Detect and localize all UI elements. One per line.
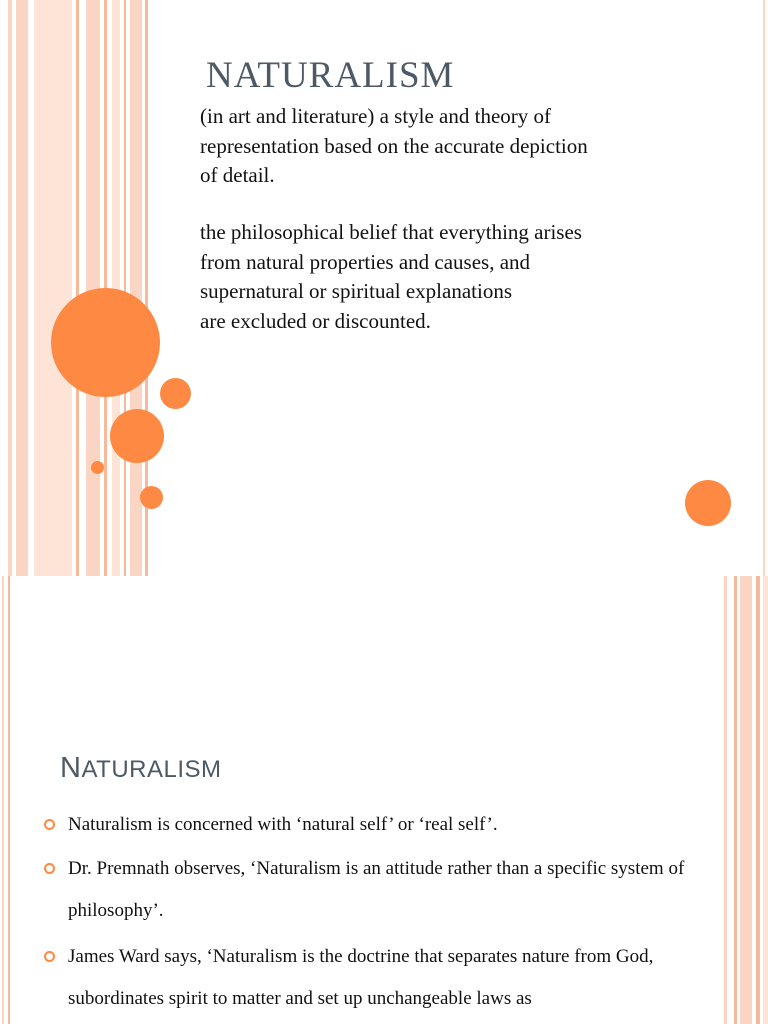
circle-bullet-icon bbox=[44, 863, 55, 874]
circle-bullet-icon bbox=[44, 819, 55, 830]
decorative-stripe bbox=[734, 576, 737, 1024]
decorative-stripe bbox=[76, 0, 79, 576]
decorative-circle-large bbox=[51, 288, 160, 397]
decorative-stripe bbox=[124, 0, 126, 576]
decorative-circle bbox=[140, 486, 163, 509]
bullet-item bbox=[44, 936, 704, 1020]
decorative-stripe bbox=[8, 576, 10, 1024]
bullet-list bbox=[44, 808, 704, 1024]
decorative-stripe bbox=[763, 0, 765, 576]
title-rest: ATURALISM bbox=[81, 756, 222, 783]
decorative-circle bbox=[160, 378, 191, 409]
decorative-circle bbox=[91, 461, 104, 474]
bullet-text: Naturalism is concerned with ‘natural self’ or ‘real self’. bbox=[68, 814, 498, 835]
decorative-stripe bbox=[724, 576, 727, 1024]
decorative-stripe bbox=[130, 0, 142, 576]
circle-bullet-icon bbox=[44, 951, 55, 962]
decorative-stripe bbox=[16, 0, 28, 576]
decorative-stripe bbox=[2, 576, 4, 1024]
decorative-circle bbox=[110, 409, 164, 463]
decorative-stripe bbox=[756, 576, 760, 1024]
bullet-item bbox=[44, 848, 704, 932]
slide-1-title: NATURALISM bbox=[206, 55, 455, 96]
bullet-text: Dr. Premnath observes, ‘Naturalism is an attitude rather than a specific system of philosophy’. bbox=[68, 858, 685, 921]
decorative-stripe bbox=[8, 0, 12, 576]
definition-philosophical: the philosophical belief that everything arises from natural properties and causes, and supernatural or spiritual explanations are excluded or discounted. bbox=[200, 220, 582, 333]
title-initial: N bbox=[60, 752, 82, 784]
slide-2-title bbox=[60, 752, 222, 785]
decorative-stripe bbox=[34, 0, 72, 576]
decorative-stripe bbox=[763, 576, 768, 1024]
bullet-text: James Ward says, ‘Naturalism is the doctrine that separates nature from God, subordinates spirit to matter and set up unchangeable laws as bbox=[68, 946, 654, 1009]
decorative-circle bbox=[685, 480, 731, 526]
definition-art-literature: (in art and literature) a style and theory of representation based on the accurate depiction of detail. bbox=[200, 104, 588, 187]
decorative-stripe bbox=[740, 576, 752, 1024]
bullet-item bbox=[44, 808, 704, 842]
